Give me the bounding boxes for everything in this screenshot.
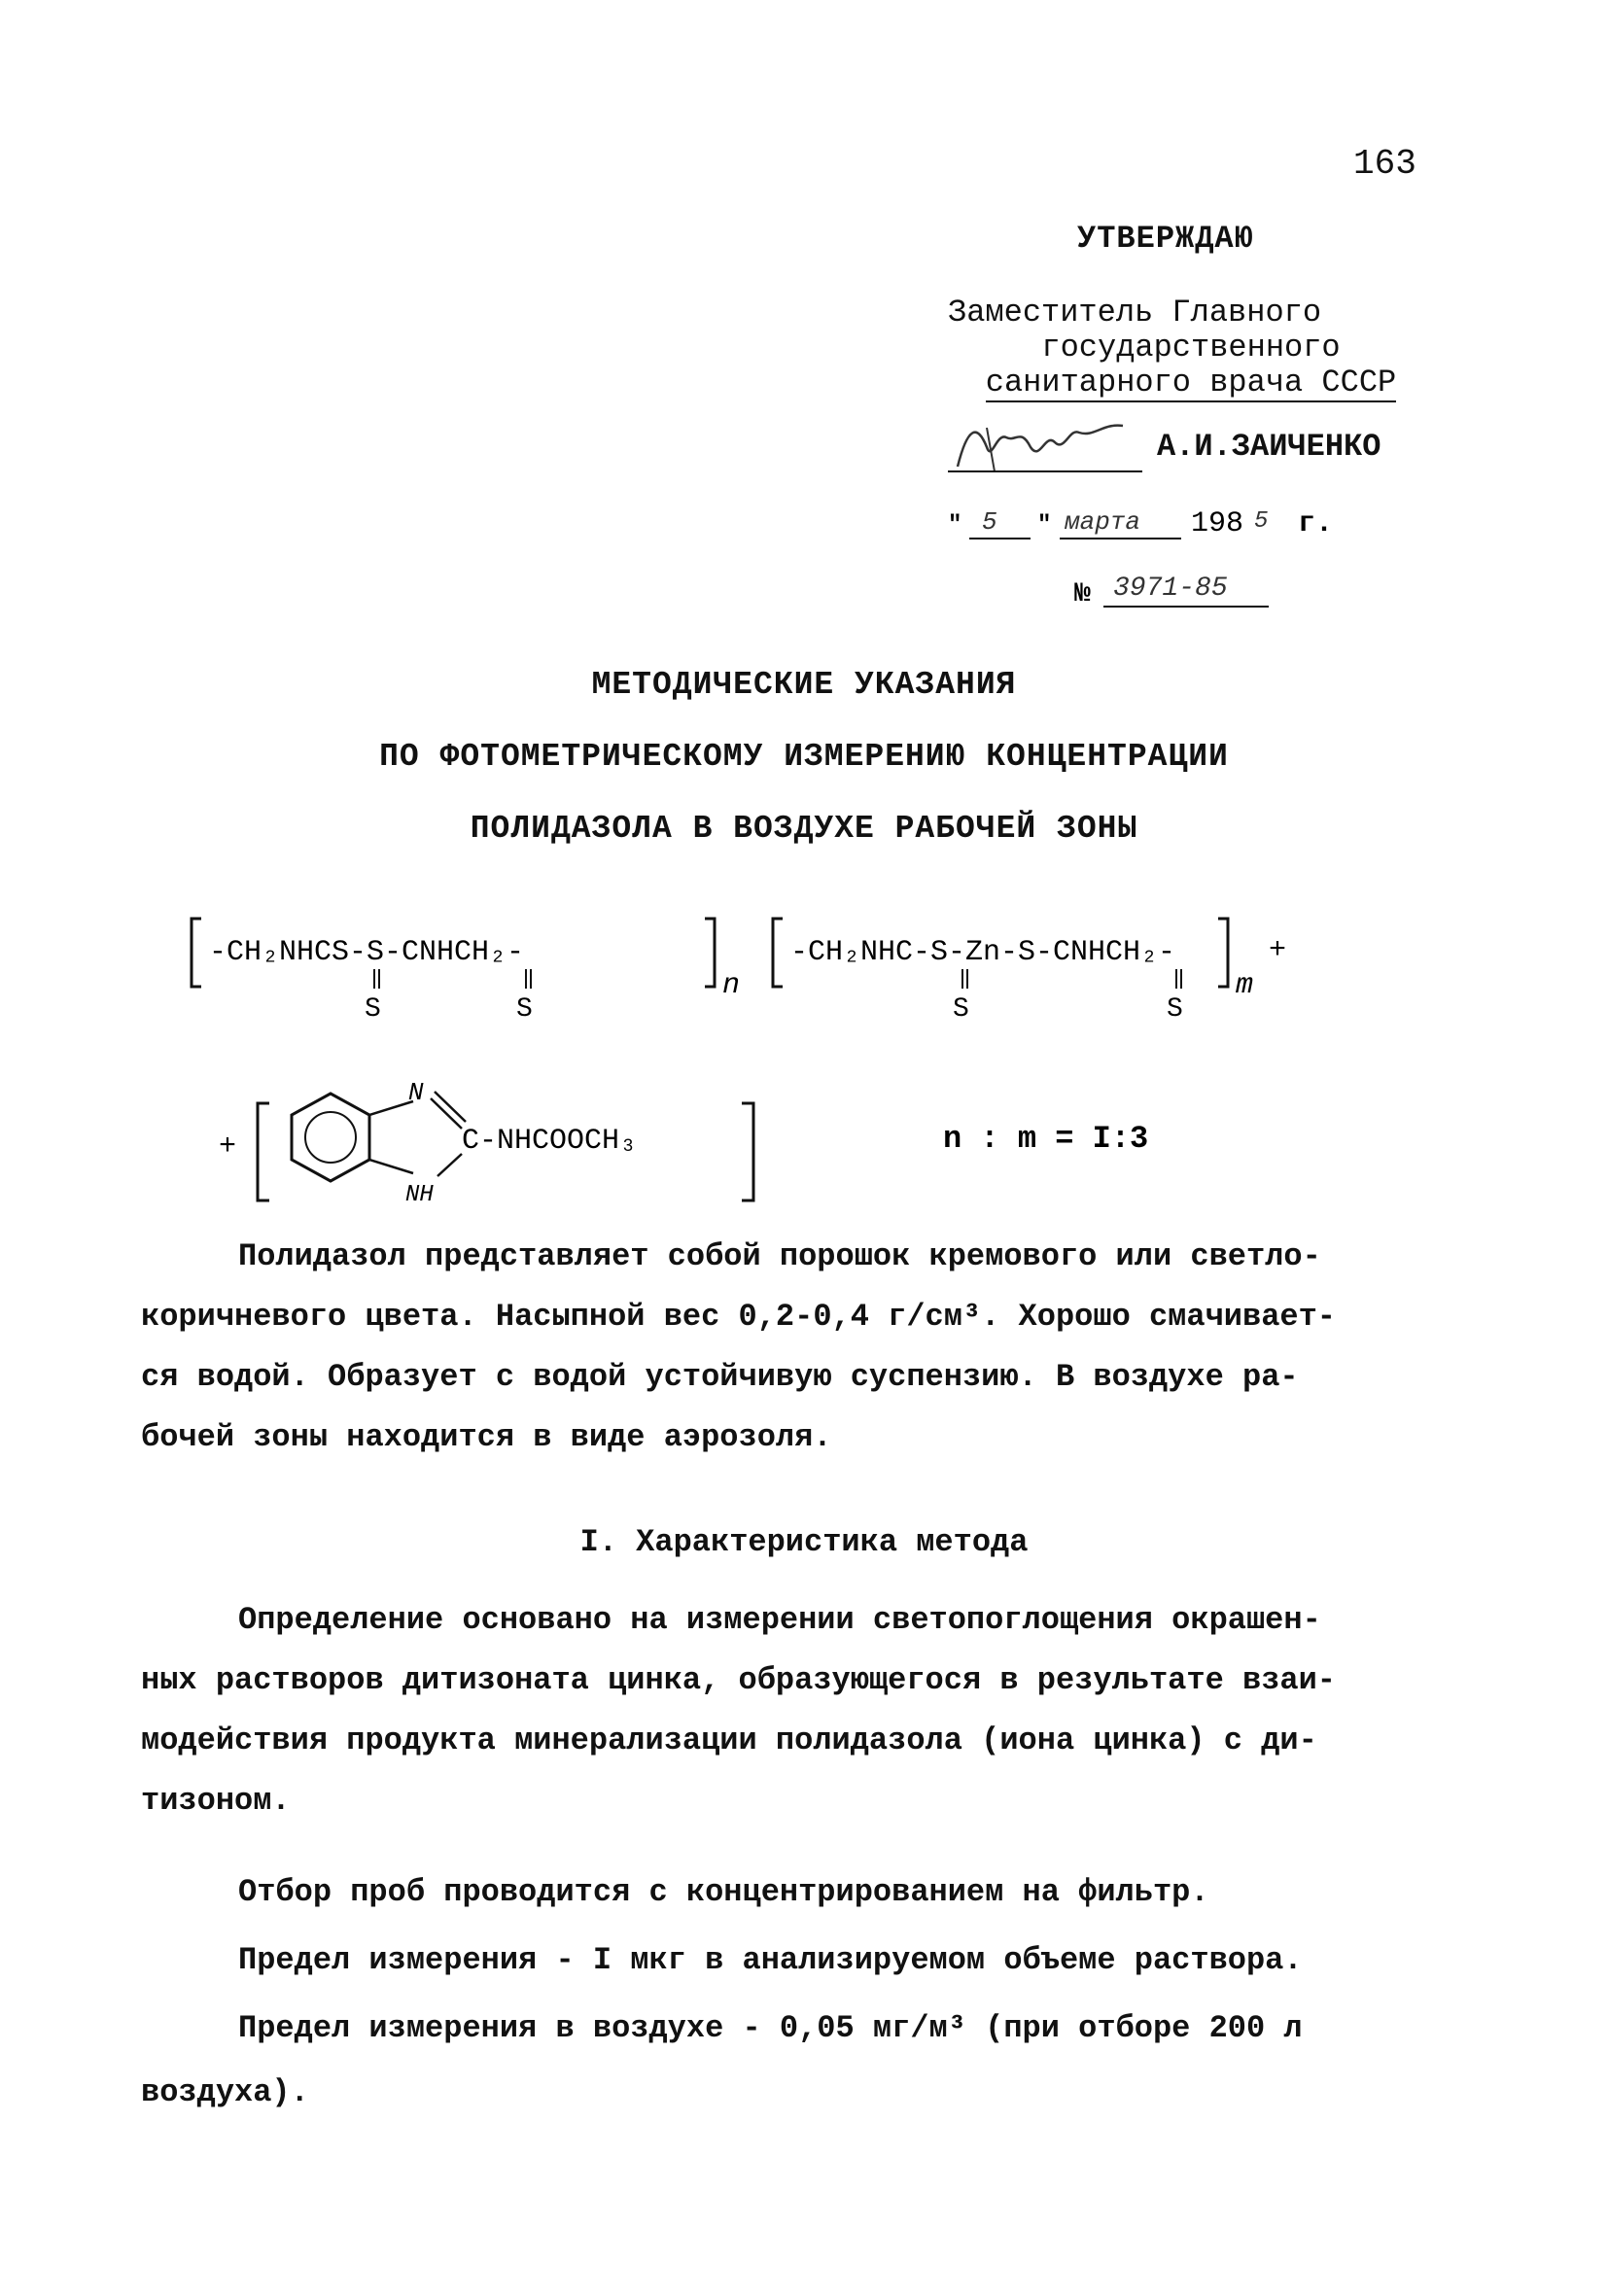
formula-unit-1: -CH₂NHCS-S-CNHCH₂-	[209, 936, 525, 969]
position-line-2: государственного	[1041, 330, 1341, 365]
method-line-3: модействия продукта минерализации полидазола (иона цинка) с ди-	[141, 1722, 1317, 1758]
signer-name: А.И.ЗАИЧЕНКО	[1157, 429, 1381, 465]
formula-index-n: n	[722, 969, 741, 1002]
formula-svg	[190, 899, 1453, 1220]
structural-formula	[190, 899, 1453, 1220]
intro-line-2: коричневого цвета. Насыпной вес 0,2-0,4 г/см³. Хорошо смачивает-	[141, 1299, 1336, 1335]
date-year-prefix: 198	[1191, 507, 1244, 540]
date-unit: г.	[1298, 507, 1334, 540]
number-prefix: №	[1074, 579, 1091, 609]
date-year-suffix: 5	[1254, 508, 1269, 535]
method-line-1: Определение основано на измерении светопоглощения окрашен-	[238, 1602, 1321, 1638]
intro-line-4: бочей зоны находится в виде аэрозоля.	[141, 1419, 832, 1455]
position-line-3: санитарного врача СССР	[985, 365, 1397, 400]
sulfur-4: S	[1167, 994, 1183, 1025]
ring-substituent: C-NHCOOCH₃	[462, 1125, 638, 1158]
title-line-2: ПО ФОТОМЕТРИЧЕСКОМУ ИЗМЕРЕНИЮ КОНЦЕНТРАЦИИ	[379, 739, 1229, 775]
approval-heading: УТВЕРЖДАЮ	[1077, 221, 1254, 257]
intro-paragraph	[141, 1227, 1463, 1468]
date-field	[948, 500, 1434, 558]
bracket-open-3	[258, 1103, 269, 1200]
intro-line-1: Полидазол представляет собой порошок кремового или светло-	[238, 1238, 1321, 1274]
number-row	[1074, 568, 1366, 626]
intro-line-3: ся водой. Образует с водой устойчивую суспензию. В воздухе ра-	[141, 1359, 1299, 1395]
number-field	[1074, 568, 1366, 626]
bracket-close-3	[742, 1103, 753, 1200]
title-line-1: МЕТОДИЧЕСКИЕ УКАЗАНИЯ	[591, 667, 1017, 703]
limit-solution-sentence: Предел измерения - I мкг в анализируемом объеме раствора.	[238, 1942, 1303, 1978]
bracket-close-1	[705, 919, 715, 987]
section-1-heading: I. Характеристика метода	[579, 1524, 1029, 1560]
formula-unit-2: -CH₂NHC-S-Zn-S-CNHCH₂-	[790, 936, 1176, 969]
bracket-open-1	[192, 919, 201, 987]
signature-line	[948, 470, 1142, 472]
bracket-open-2	[773, 919, 783, 987]
formula-plus-2: +	[219, 1131, 237, 1164]
number-value: 3971-85	[1113, 574, 1228, 604]
method-line-4: тизоном.	[141, 1783, 291, 1819]
title-line-3: ПОЛИДАЗОЛА В ВОЗДУХЕ РАБОЧЕЙ ЗОНЫ	[470, 811, 1138, 847]
limit-air-line-2: воздуха).	[141, 2074, 309, 2110]
aromatic-circle	[305, 1112, 356, 1163]
date-row	[948, 500, 1434, 558]
sampling-sentence: Отбор проб проводится с концентрированием на фильтр.	[238, 1874, 1209, 1910]
page-number: 163	[1353, 144, 1416, 184]
approval-position	[948, 296, 1434, 402]
limit-air-line-1: Предел измерения в воздухе - 0,05 мг/м³ (при отборе 200 л	[238, 2010, 1303, 2046]
formula-ratio: n : m = I:3	[943, 1121, 1149, 1157]
sulfur-2: S	[516, 994, 533, 1025]
bracket-close-2	[1218, 919, 1228, 987]
date-quote-close: "	[1037, 512, 1052, 539]
sulfur-1: S	[365, 994, 381, 1025]
date-month: марта	[1065, 507, 1141, 537]
position-line-1: Заместитель Главного	[948, 295, 1322, 330]
formula-index-m: m	[1236, 969, 1254, 1002]
method-paragraph	[141, 1590, 1463, 1831]
method-line-2: ных растворов дитизоната цинка, образующегося в результате взаи-	[141, 1662, 1336, 1698]
handwritten-signature	[948, 418, 1142, 476]
sulfur-3: S	[953, 994, 969, 1025]
ring-nh: NH	[405, 1182, 434, 1208]
ring-nitrogen: N	[408, 1078, 424, 1107]
formula-plus-1: +	[1269, 934, 1287, 967]
date-quote-open: "	[948, 512, 962, 539]
benzene-ring	[292, 1094, 369, 1181]
signature-row	[948, 418, 1434, 476]
date-day: 5	[982, 507, 997, 537]
